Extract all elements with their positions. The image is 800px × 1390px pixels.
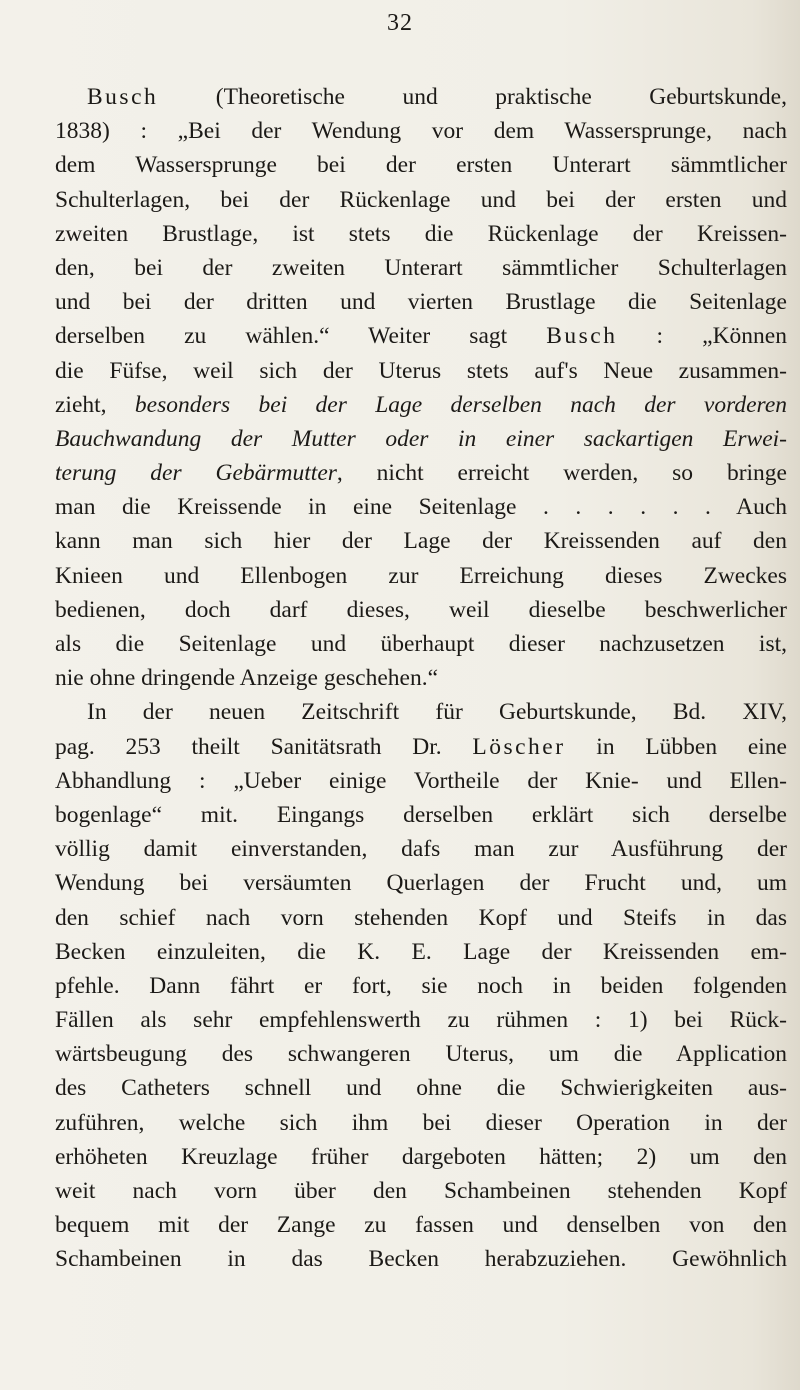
text-line-26: Becken einzuleiten, die K. E. Lage der Kreissenden em-	[55, 938, 787, 965]
text-line-11: Bauchwandung der Mutter oder in einer sackartigen Erwei-	[55, 425, 787, 452]
text-line-7: und bei der dritten und vierten Brustlage die Seitenlage	[55, 289, 787, 316]
text-line-35: Schambeinen in das Becken herabzuziehen. Gewöhnlich	[55, 1246, 787, 1273]
text-line-29: wärtsbeugung des schwangeren Uterus, um die Application	[55, 1041, 787, 1068]
text-line-30: des Catheters schnell und ohne die Schwierigkeiten aus-	[55, 1075, 787, 1102]
text-line-12	[55, 456, 787, 490]
author-name-loescher: Löscher	[472, 733, 566, 760]
text-line-34: bequem mit der Zange zu fassen und denselben von den	[55, 1212, 787, 1239]
author-name-busch: Busch	[87, 84, 159, 110]
text-line-33: weit nach vorn über den Schambeinen stehenden Kopf	[55, 1178, 787, 1204]
text-line-4: Schulterlagen, bei der Rückenlage und bei der ersten und	[55, 186, 787, 213]
text-line-17: als die Seitenlage und überhaupt dieser nachzusetzen ist,	[55, 631, 787, 657]
text-line-25: den schief nach vorn stehenden Kopf und Steifs in das	[55, 904, 787, 931]
text-line-19: In der neuen Zeitschrift für Geburtskunde, Bd. XIV,	[87, 699, 787, 726]
page-number: 32	[387, 10, 413, 36]
text-line-18: nie ohne dringende Anzeige geschehen.“	[55, 665, 439, 692]
text-line-2: 1838) : „Bei der Wendung vor dem Wassersprunge, nach	[55, 118, 787, 145]
text-line-8	[55, 319, 787, 353]
text-line-9: die Füfse, weil sich der Uterus stets auf's Neue zusammen-	[55, 357, 787, 384]
body-text	[55, 80, 787, 1277]
text-segment: in Lübben eine	[565, 733, 787, 760]
text-line-6: den, bei der zweiten Unterart sämmtlicher Schulterlagen	[55, 254, 787, 281]
text-line-20	[55, 730, 787, 764]
text-line-32: erhöheten Kreuzlage früher dargeboten hätten; 2) um den	[55, 1143, 787, 1170]
text-segment: zieht,	[55, 391, 135, 418]
text-line-31: zuführen, welche sich ihm bei dieser Operation in der	[55, 1109, 787, 1136]
text-line-21: Abhandlung : „Ueber einige Vortheile der Knie- und Ellen-	[55, 767, 787, 794]
text-line-10	[55, 388, 787, 422]
text-line-23: völlig damit einverstanden, dafs man zur Ausführung der	[55, 836, 787, 863]
text-line-3: dem Wassersprunge bei der ersten Unterart sämmtlicher	[55, 152, 787, 179]
author-name-busch: Busch	[546, 323, 618, 350]
text-line-1	[55, 80, 787, 114]
text-line-16: bedienen, doch darf dieses, weil dieselbe beschwerlicher	[55, 596, 787, 623]
text-line-15: Knieen und Ellenbogen zur Erreichung dieses Zweckes	[55, 562, 787, 589]
text-segment: (Theoretische und praktische Geburtskunde,	[158, 84, 787, 110]
text-segment: derselben zu wählen.“ Weiter sagt	[55, 323, 547, 350]
text-line-24: Wendung bei versäumten Querlagen der Frucht und, um	[55, 870, 787, 897]
text-segment: : „Können	[617, 323, 787, 350]
text-segment: , nicht erreicht werden, so bringe	[336, 460, 787, 487]
italic-emphasis: terung der Gebärmutter	[55, 460, 337, 487]
text-line-5: zweiten Brustlage, ist stets die Rückenlage der Kreissen-	[55, 220, 787, 247]
text-line-22: bogenlage“ mit. Eingangs derselben erklärt sich derselbe	[55, 801, 787, 828]
italic-emphasis: besonders bei der Lage derselben nach der vorderen	[134, 391, 787, 418]
text-line-27: pfehle. Dann fährt er fort, sie noch in beiden folgenden	[55, 972, 787, 999]
text-segment: pag. 253 theilt Sanitätsrath Dr.	[55, 733, 473, 760]
text-line-13: man die Kreissende in eine Seitenlage . . . . . . Auch	[55, 494, 787, 521]
text-line-14: kann man sich hier der Lage der Kreissenden auf den	[55, 528, 787, 555]
text-line-28: Fällen als sehr empfehlenswerth zu rühmen : 1) bei Rück-	[55, 1007, 787, 1034]
